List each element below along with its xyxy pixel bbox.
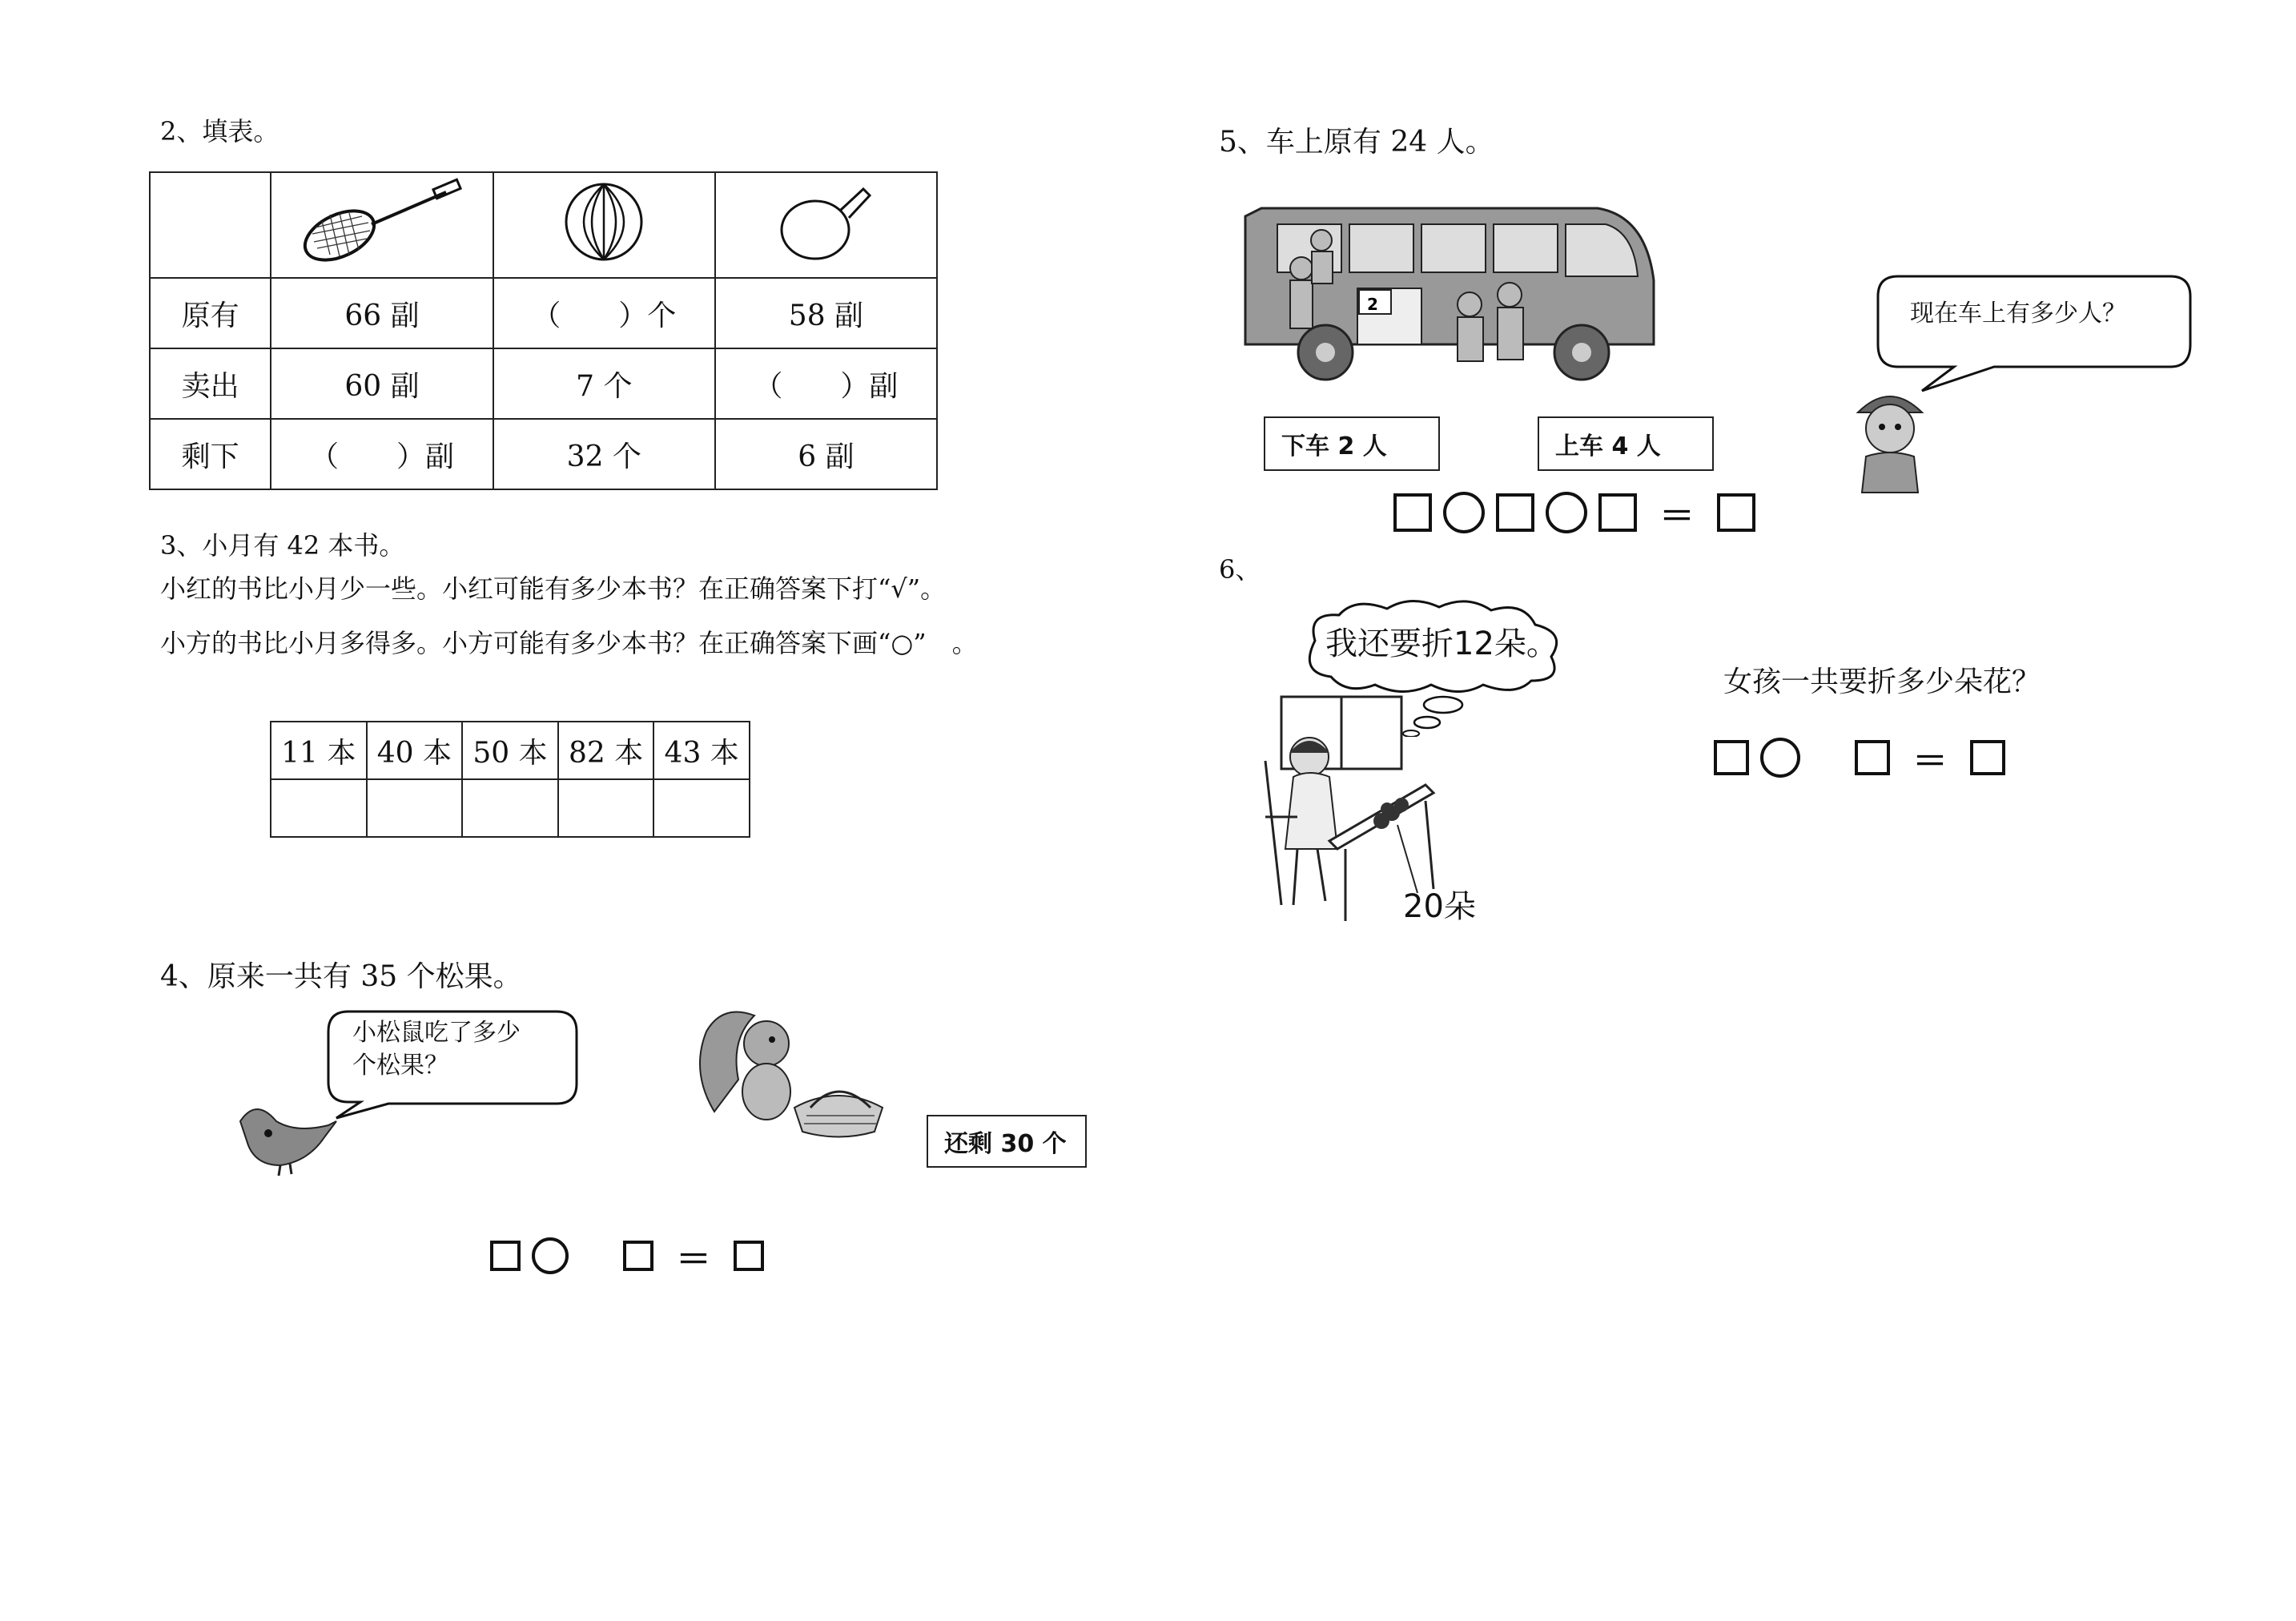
answer-square[interactable] xyxy=(1598,493,1637,532)
q2-row-label: 原有 xyxy=(150,278,271,348)
ball-icon xyxy=(560,178,648,266)
operator-circle[interactable] xyxy=(532,1237,569,1274)
q5-off-box: 下车 2 人 xyxy=(1264,416,1440,471)
q5-bubble-text: 现在车上有多少人？ xyxy=(1910,300,2126,328)
q3-option: 43 本 xyxy=(653,722,750,779)
q3-answer-cell[interactable] xyxy=(367,779,463,837)
q2-row-label: 卖出 xyxy=(150,348,271,419)
q2-cell[interactable]: （ ）副 xyxy=(715,348,937,419)
bus-icon xyxy=(1229,192,1662,392)
q2-cell[interactable]: 66 副 xyxy=(271,278,493,348)
q3-line2: 小方的书比小月多得多。小方可能有多少本书？在正确答案下画“○” 。 xyxy=(160,628,978,658)
q4-bubble-text: 小松鼠吃了多少 个松果？ xyxy=(352,1019,521,1080)
answer-square[interactable] xyxy=(1393,493,1432,532)
squirrel-with-basket-icon xyxy=(690,1000,891,1144)
badminton-racket-icon xyxy=(298,178,466,266)
q2-cell[interactable]: （ ）个 xyxy=(493,278,715,348)
answer-square[interactable] xyxy=(1717,493,1755,532)
q3-answer-cell[interactable] xyxy=(653,779,750,837)
q3-option: 11 本 xyxy=(271,722,367,779)
q3-answer-cell[interactable] xyxy=(462,779,558,837)
q3-options-table xyxy=(270,721,750,838)
q5-speech-bubble-icon xyxy=(1874,272,2194,392)
q2-header-paddle xyxy=(715,172,937,278)
q2-cell[interactable]: 58 副 xyxy=(715,278,937,348)
q6-title: 6、 xyxy=(1219,554,1261,585)
equals-sign: ＝ xyxy=(1912,741,1948,782)
q2-cell[interactable]: 32 个 xyxy=(493,419,715,489)
q3-option: 82 本 xyxy=(558,722,654,779)
answer-square[interactable] xyxy=(1970,740,2005,775)
q4-remaining-box: 还剩 30 个 xyxy=(927,1115,1087,1168)
operator-circle[interactable] xyxy=(1443,492,1485,533)
answer-square[interactable] xyxy=(1714,740,1749,775)
q3-answer-cell[interactable] xyxy=(558,779,654,837)
table-tennis-paddle-icon xyxy=(774,178,878,266)
operator-circle[interactable] xyxy=(1546,492,1587,533)
q2-table xyxy=(149,171,938,490)
boy-icon xyxy=(1842,380,1938,501)
q4-title: 4、原来一共有 35 个松果。 xyxy=(160,960,522,993)
answer-square[interactable] xyxy=(623,1241,653,1271)
equals-sign: ＝ xyxy=(676,1239,711,1280)
equals-sign: ＝ xyxy=(1659,496,1695,537)
answer-square[interactable] xyxy=(490,1241,521,1271)
answer-square[interactable] xyxy=(734,1241,764,1271)
q6-equation xyxy=(1714,732,2005,783)
q2-header-empty xyxy=(150,172,271,278)
answer-square[interactable] xyxy=(1496,493,1534,532)
q2-header-ball xyxy=(493,172,715,278)
q3-option: 50 本 xyxy=(462,722,558,779)
q2-cell[interactable]: 6 副 xyxy=(715,419,937,489)
answer-square[interactable] xyxy=(1855,740,1890,775)
q3-title: 3、小月有 42 本书。 xyxy=(160,530,405,561)
q6-question: 女孩一共要折多少朵花？ xyxy=(1723,666,2041,698)
q6-table-label: 20朵 xyxy=(1403,888,1476,925)
q2-row-label: 剩下 xyxy=(150,419,271,489)
q6-thought-text: 我还要折12朵。 xyxy=(1325,625,1558,662)
q3-line1: 小红的书比小月少一些。小红可能有多少本书？在正确答案下打“√”。 xyxy=(160,573,947,604)
q2-cell[interactable]: （ ）副 xyxy=(271,419,493,489)
q2-cell[interactable]: 7 个 xyxy=(493,348,715,419)
q2-title: 2、填表。 xyxy=(160,116,279,147)
q5-on-box: 上车 4 人 xyxy=(1538,416,1714,471)
q2-header-racket xyxy=(271,172,493,278)
operator-circle[interactable] xyxy=(1760,738,1800,778)
q5-equation xyxy=(1393,487,1755,538)
q4-equation xyxy=(490,1230,764,1281)
bus-number: 2 xyxy=(1367,295,1378,314)
q5-title: 5、车上原有 24 人。 xyxy=(1219,126,1494,159)
q2-cell[interactable]: 60 副 xyxy=(271,348,493,419)
q3-answer-cell[interactable] xyxy=(271,779,367,837)
q3-option: 40 本 xyxy=(367,722,463,779)
bird-icon xyxy=(232,1089,344,1177)
